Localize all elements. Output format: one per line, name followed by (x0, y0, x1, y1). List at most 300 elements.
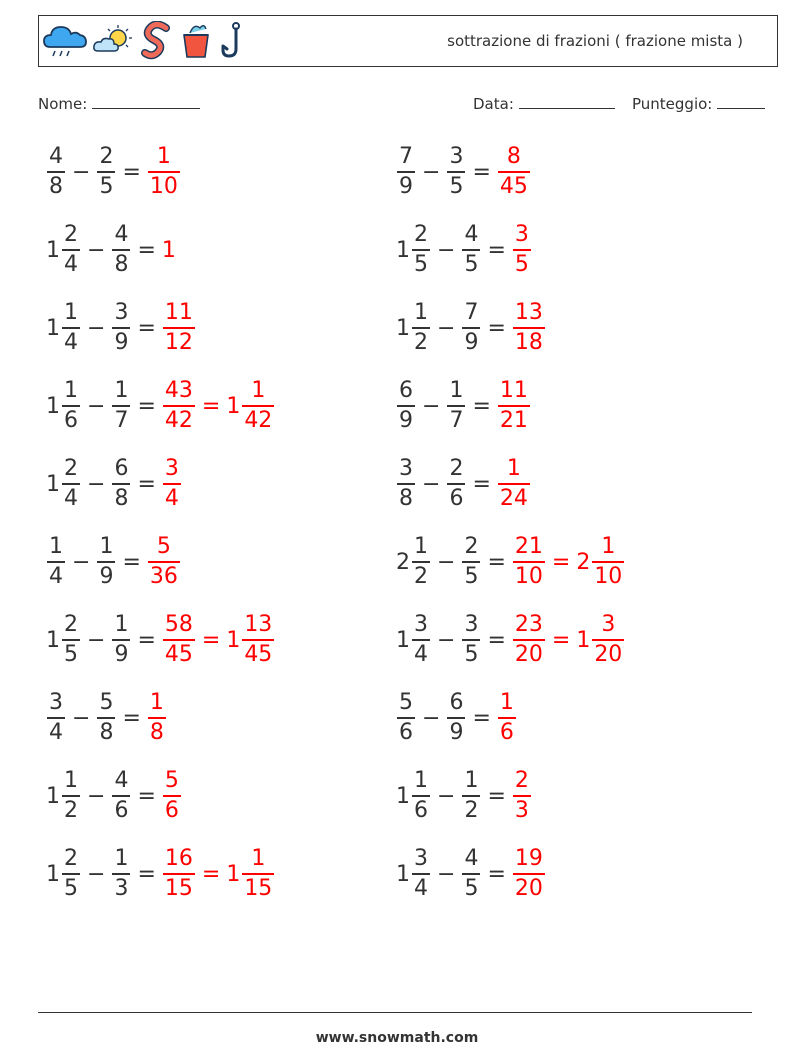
equals-sign: = (487, 861, 506, 887)
subtrahend-fraction (112, 224, 130, 276)
answer-fraction (163, 770, 181, 822)
answer-numerator: 1 (156, 144, 171, 169)
minuend-fraction (397, 458, 415, 510)
answer-numerator: 3 (601, 612, 616, 637)
equals-sign: = (472, 471, 491, 497)
answer (226, 848, 275, 900)
answer-numerator: 8 (506, 144, 521, 169)
equals-sign: = (472, 705, 491, 731)
subtrahend-numerator: 1 (114, 612, 129, 637)
equals-sign: = (551, 549, 571, 575)
subtrahend-denominator: 5 (462, 249, 480, 276)
subtrahend-numerator: 3 (464, 612, 479, 637)
equals-sign: = (137, 471, 156, 497)
minuend-numerator: 1 (49, 534, 63, 559)
worksheet-title: sottrazione di frazioni ( frazione mista ) (447, 32, 743, 50)
minuend-whole: 1 (396, 237, 410, 263)
answer-fraction (242, 380, 274, 432)
minus-sign: − (437, 549, 456, 575)
minuend-numerator: 6 (399, 378, 413, 403)
answer-fraction (592, 536, 624, 588)
answer-numerator: 19 (514, 846, 543, 871)
minuend-numerator: 4 (49, 144, 63, 169)
subtrahend-fraction (112, 770, 130, 822)
minuend-whole: 1 (396, 315, 410, 341)
subtrahend-denominator: 8 (112, 483, 130, 510)
minus-sign: − (87, 861, 106, 887)
subtrahend-denominator: 5 (462, 873, 480, 900)
minuend-denominator: 2 (412, 561, 430, 588)
minuend-numerator: 2 (414, 222, 428, 247)
answer-denominator: 45 (163, 639, 195, 666)
answer (226, 380, 275, 432)
answer-numerator: 5 (164, 768, 179, 793)
answer (226, 614, 275, 666)
answer-fraction (148, 536, 180, 588)
minuend-fraction (62, 848, 80, 900)
minuend-denominator: 6 (412, 795, 430, 822)
problem-item (46, 452, 182, 516)
answer (512, 224, 532, 276)
minuend-fraction (412, 614, 430, 666)
subtrahend-denominator: 5 (447, 171, 465, 198)
subtrahend-fraction (447, 146, 465, 198)
answer (512, 302, 546, 354)
answer-whole: 1 (226, 393, 241, 419)
answer-numerator: 1 (499, 690, 514, 715)
minuend-denominator: 6 (62, 405, 80, 432)
answer-denominator: 6 (498, 717, 516, 744)
minus-sign: − (437, 861, 456, 887)
equals-sign: = (487, 549, 506, 575)
problem-item (396, 842, 546, 906)
minuend-numerator: 3 (49, 690, 63, 715)
problem-item (46, 218, 177, 282)
answer-fraction (513, 302, 545, 354)
problem-item (46, 764, 182, 828)
answer (512, 770, 532, 822)
subtrahend-fraction (112, 848, 130, 900)
minuend-whole: 1 (396, 627, 410, 653)
minuend-denominator: 6 (397, 717, 415, 744)
subtrahend-fraction (112, 302, 130, 354)
answer-denominator: 21 (498, 405, 530, 432)
subtrahend-denominator: 5 (462, 639, 480, 666)
minuend-fraction (412, 770, 430, 822)
subtrahend-numerator: 5 (99, 690, 114, 715)
minus-sign: − (72, 549, 91, 575)
answer-denominator: 10 (592, 561, 624, 588)
answer (512, 848, 546, 900)
problem-item (396, 296, 546, 360)
minuend-fraction (62, 224, 80, 276)
equals-sign: = (487, 315, 506, 341)
answer-denominator: 20 (513, 873, 545, 900)
subtrahend-fraction (447, 380, 465, 432)
answer-whole: 2 (576, 549, 591, 575)
minus-sign: − (72, 705, 91, 731)
subtrahend-numerator: 4 (114, 768, 129, 793)
minus-sign: − (87, 315, 106, 341)
answer-denominator: 18 (513, 327, 545, 354)
equals-sign: = (122, 549, 141, 575)
minuend-denominator: 2 (412, 327, 430, 354)
minuend-whole: 1 (396, 783, 410, 809)
answer (162, 848, 196, 900)
minuend-fraction (62, 614, 80, 666)
answer-fraction (513, 614, 545, 666)
minuend-numerator: 1 (414, 534, 428, 559)
sun-cloud-icon (92, 23, 136, 59)
answer-denominator: 6 (163, 795, 181, 822)
problem-item (46, 374, 275, 438)
equals-sign: = (472, 393, 491, 419)
answer (162, 770, 182, 822)
date-label: Data: (473, 95, 514, 113)
subtrahend-fraction (447, 458, 465, 510)
answer-denominator: 42 (242, 405, 274, 432)
minuend-fraction (397, 146, 415, 198)
minus-sign: − (87, 783, 106, 809)
minuend-whole: 1 (396, 861, 410, 887)
problem-item (396, 452, 531, 516)
minuend-denominator: 5 (412, 249, 430, 276)
minuend-fraction (62, 770, 80, 822)
answer-numerator: 5 (156, 534, 171, 559)
minus-sign: − (72, 159, 91, 185)
date-blank (519, 94, 615, 109)
equals-sign: = (201, 393, 221, 419)
answer-numerator: 2 (514, 768, 529, 793)
minuend-denominator: 4 (62, 327, 80, 354)
answer-denominator: 8 (148, 717, 166, 744)
subtrahend-numerator: 6 (449, 690, 464, 715)
subtrahend-numerator: 2 (464, 534, 479, 559)
subtrahend-fraction (447, 692, 465, 744)
answer-fraction (163, 614, 195, 666)
minus-sign: − (422, 393, 441, 419)
minus-sign: − (87, 237, 106, 263)
minuend-denominator: 4 (412, 873, 430, 900)
subtrahend-denominator: 7 (447, 405, 465, 432)
equals-sign: = (137, 315, 156, 341)
minuend-whole: 1 (46, 861, 60, 887)
answer-numerator: 1 (251, 378, 266, 403)
subtrahend-denominator: 9 (97, 561, 115, 588)
answer-fraction (163, 458, 181, 510)
answer (147, 146, 181, 198)
answer-denominator: 15 (163, 873, 195, 900)
minus-sign: − (437, 237, 456, 263)
answer (512, 614, 546, 666)
minus-sign: − (422, 471, 441, 497)
answer-fraction (163, 848, 195, 900)
minuend-denominator: 4 (62, 249, 80, 276)
minuend-denominator: 4 (47, 561, 65, 588)
subtrahend-denominator: 9 (112, 639, 130, 666)
problem-item (46, 530, 181, 594)
minuend-denominator: 4 (412, 639, 430, 666)
minuend-denominator: 8 (397, 483, 415, 510)
minuend-numerator: 2 (64, 846, 78, 871)
answer-numerator: 1 (601, 534, 616, 559)
bait-bucket-icon (178, 21, 214, 61)
answer-fraction (163, 302, 195, 354)
answer (576, 536, 625, 588)
subtrahend-numerator: 4 (114, 222, 129, 247)
name-label: Nome: (38, 95, 88, 113)
equals-sign: = (201, 627, 221, 653)
subtrahend-fraction (112, 614, 130, 666)
answer-fraction (513, 848, 545, 900)
subtrahend-numerator: 1 (114, 378, 129, 403)
problem-item (396, 764, 532, 828)
minuend-denominator: 4 (47, 717, 65, 744)
name-blank (92, 94, 200, 109)
subtrahend-fraction (97, 146, 115, 198)
minuend-denominator: 2 (62, 795, 80, 822)
minuend-denominator: 4 (62, 483, 80, 510)
answer-fraction (242, 848, 274, 900)
answer-denominator: 42 (163, 405, 195, 432)
minuend-whole: 1 (46, 627, 60, 653)
minuend-fraction (62, 380, 80, 432)
answer (497, 458, 531, 510)
answer-fraction (513, 770, 531, 822)
minuend-whole: 1 (46, 471, 60, 497)
subtrahend-denominator: 9 (112, 327, 130, 354)
equals-sign: = (137, 861, 156, 887)
minus-sign: − (437, 627, 456, 653)
answer-numerator: 11 (164, 300, 193, 325)
answer-denominator: 4 (163, 483, 181, 510)
minuend-numerator: 1 (64, 300, 78, 325)
minuend-fraction (412, 224, 430, 276)
minus-sign: − (87, 471, 106, 497)
equals-sign: = (487, 237, 506, 263)
minuend-numerator: 1 (64, 768, 78, 793)
minuend-denominator: 8 (47, 171, 65, 198)
equals-sign: = (201, 861, 221, 887)
subtrahend-numerator: 4 (464, 846, 479, 871)
answer (497, 380, 531, 432)
answer-denominator: 12 (163, 327, 195, 354)
minuend-fraction (397, 380, 415, 432)
answer-denominator: 3 (513, 795, 531, 822)
answer-whole: 1 (576, 627, 591, 653)
answer-numerator: 43 (164, 378, 193, 403)
minuend-fraction (412, 848, 430, 900)
minuend-numerator: 1 (64, 378, 78, 403)
equals-sign: = (487, 627, 506, 653)
subtrahend-fraction (112, 458, 130, 510)
answer-denominator: 45 (242, 639, 274, 666)
answer-denominator: 36 (148, 561, 180, 588)
problem-item (396, 530, 625, 594)
answer-whole: 1 (226, 627, 241, 653)
subtrahend-numerator: 3 (114, 300, 129, 325)
minuend-numerator: 5 (399, 690, 413, 715)
answer-fraction (498, 692, 516, 744)
answer (576, 614, 625, 666)
subtrahend-fraction (97, 536, 115, 588)
minuend-fraction (62, 458, 80, 510)
subtrahend-denominator: 5 (97, 171, 115, 198)
fish-hook-icon (218, 21, 248, 61)
minuend-numerator: 2 (64, 456, 78, 481)
minuend-numerator: 1 (414, 300, 428, 325)
subtrahend-denominator: 3 (112, 873, 130, 900)
minuend-numerator: 3 (399, 456, 413, 481)
problem-item (396, 218, 532, 282)
minuend-whole: 1 (46, 237, 60, 263)
answer-numerator: 58 (164, 612, 193, 637)
minuend-numerator: 1 (414, 768, 428, 793)
equals-sign: = (137, 393, 156, 419)
subtrahend-denominator: 6 (112, 795, 130, 822)
footer-divider (38, 1012, 752, 1013)
answer-fraction (163, 380, 195, 432)
problem-item (46, 842, 275, 906)
answer (497, 146, 531, 198)
minuend-whole: 1 (46, 783, 60, 809)
minuend-fraction (47, 146, 65, 198)
subtrahend-fraction (462, 536, 480, 588)
answer (162, 238, 177, 263)
subtrahend-numerator: 6 (114, 456, 129, 481)
answer-numerator: 13 (514, 300, 543, 325)
answer-numerator: 3 (164, 456, 179, 481)
equals-sign: = (122, 159, 141, 185)
answer (497, 692, 517, 744)
cloud-rain-icon (42, 23, 88, 59)
answer-denominator: 10 (513, 561, 545, 588)
minuend-denominator: 5 (62, 873, 80, 900)
subtrahend-numerator: 1 (449, 378, 464, 403)
worksheet-header (38, 15, 778, 67)
problem-item (46, 296, 196, 360)
equals-sign: = (122, 705, 141, 731)
score-field (632, 94, 765, 113)
answer-fraction (498, 458, 530, 510)
problem-item (46, 686, 167, 750)
answer-numerator: 23 (514, 612, 543, 637)
answer (162, 302, 196, 354)
subtrahend-numerator: 3 (449, 144, 464, 169)
answer-denominator: 24 (498, 483, 530, 510)
subtrahend-fraction (462, 770, 480, 822)
answer-denominator: 20 (513, 639, 545, 666)
minuend-numerator: 2 (64, 222, 78, 247)
score-blank (717, 94, 765, 109)
minuend-fraction (47, 692, 65, 744)
minus-sign: − (87, 627, 106, 653)
equals-sign: = (137, 237, 156, 263)
score-label: Punteggio: (632, 95, 713, 113)
answer-fraction (148, 146, 180, 198)
answer-denominator: 5 (513, 249, 531, 276)
subtrahend-denominator: 7 (112, 405, 130, 432)
answer-fraction (513, 224, 531, 276)
answer-fraction (513, 536, 545, 588)
equals-sign: = (551, 627, 571, 653)
answer-fraction (592, 614, 624, 666)
answer-numerator: 13 (244, 612, 273, 637)
minus-sign: − (422, 705, 441, 731)
minuend-numerator: 7 (399, 144, 413, 169)
answer-numerator: 1 (506, 456, 521, 481)
answer-whole: 1 (161, 237, 176, 263)
answer-fraction (242, 614, 274, 666)
subtrahend-fraction (462, 224, 480, 276)
footer-site: www.snowmath.com (315, 1030, 479, 1046)
answer-fraction (148, 692, 166, 744)
subtrahend-denominator: 9 (462, 327, 480, 354)
minuend-fraction (412, 302, 430, 354)
answer-numerator: 21 (514, 534, 543, 559)
equals-sign: = (472, 159, 491, 185)
subtrahend-numerator: 2 (99, 144, 114, 169)
minuend-fraction (47, 536, 65, 588)
answer-denominator: 45 (498, 171, 530, 198)
answer (162, 380, 196, 432)
answer-numerator: 1 (149, 690, 164, 715)
equals-sign: = (137, 783, 156, 809)
answer-denominator: 15 (242, 873, 274, 900)
minuend-fraction (397, 692, 415, 744)
answer (147, 536, 181, 588)
equals-sign: = (487, 783, 506, 809)
problem-item (46, 140, 181, 204)
answer-numerator: 1 (251, 846, 266, 871)
subtrahend-fraction (97, 692, 115, 744)
answer-numerator: 11 (499, 378, 528, 403)
subtrahend-denominator: 5 (462, 561, 480, 588)
problem-item (396, 608, 625, 672)
subtrahend-fraction (112, 380, 130, 432)
subtrahend-denominator: 6 (447, 483, 465, 510)
minus-sign: − (87, 393, 106, 419)
problem-item (396, 686, 517, 750)
minuend-denominator: 5 (62, 639, 80, 666)
minuend-numerator: 3 (414, 612, 428, 637)
minuend-numerator: 3 (414, 846, 428, 871)
minus-sign: − (437, 783, 456, 809)
answer-whole: 1 (226, 861, 241, 887)
subtrahend-denominator: 8 (97, 717, 115, 744)
minuend-fraction (62, 302, 80, 354)
subtrahend-fraction (462, 614, 480, 666)
minuend-whole: 1 (46, 393, 60, 419)
answer-fraction (498, 380, 530, 432)
subtrahend-numerator: 1 (464, 768, 479, 793)
minuend-numerator: 2 (64, 612, 78, 637)
answer-denominator: 10 (148, 171, 180, 198)
answer-numerator: 3 (514, 222, 529, 247)
equals-sign: = (137, 627, 156, 653)
problem-item (396, 140, 531, 204)
answer-denominator: 20 (592, 639, 624, 666)
subtrahend-numerator: 1 (99, 534, 114, 559)
answer-numerator: 16 (164, 846, 193, 871)
problem-item (46, 608, 275, 672)
minuend-denominator: 9 (397, 171, 415, 198)
subtrahend-fraction (462, 302, 480, 354)
date-field (473, 94, 615, 113)
header-icons (42, 19, 248, 63)
minus-sign: − (437, 315, 456, 341)
minuend-whole: 1 (46, 315, 60, 341)
